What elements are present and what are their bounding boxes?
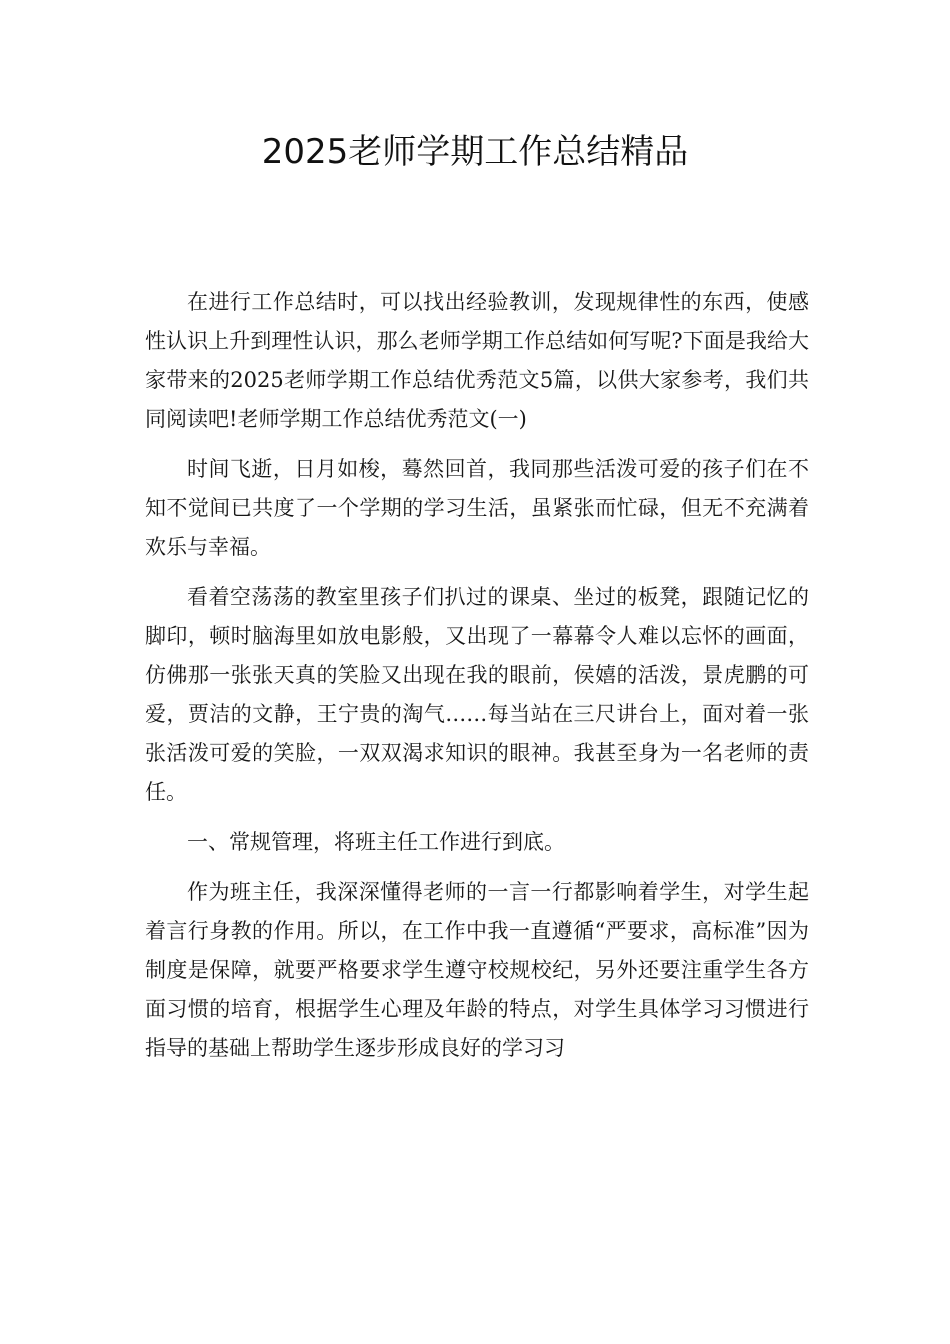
- section-heading-routine-management: 一、常规管理，将班主任工作进行到底。: [187, 830, 565, 854]
- paragraph-time-flies: 时间飞逝，日月如梭，蓦然回首，我同那些活泼可爱的孩子们在不知不觉间已共度了一个学期的学习生活，虽紧张而忙碌，但无不充满着欢乐与幸福。: [145, 457, 809, 559]
- document-body: [145, 283, 809, 1079]
- document-title: 2025老师学期工作总结精品: [261, 132, 689, 172]
- paragraph-head-teacher: 作为班主任，我深深懂得老师的一言一行都影响着学生，对学生起着言行身教的作用。所以，在工作中我一直遵循“严要求，高标准”因为制度是保障，就要严格要求学生遵守校规校纪，另外还要注重学生各方面习惯的培育，根据学生心理及年龄的特点，对学生具体学习习惯进行指导的基础上帮助学生逐步形成良好的学习习: [145, 880, 809, 1060]
- paragraph-classroom-memories: 看着空荡荡的教室里孩子们扒过的课桌、坐过的板凳，跟随记忆的脚印，顿时脑海里如放电影般，又出现了一幕幕令人难以忘怀的画面，仿佛那一张张天真的笑脸又出现在我的眼前，侯嬉的活泼，景虎鹏的可爱，贾洁的文静，王宁贵的淘气……每当站在三尺讲台上，面对着一张张活泼可爱的笑脸，一双双渴求知识的眼神。我甚至身为一名老师的责任。: [145, 585, 809, 804]
- paragraph-intro: 在进行工作总结时，可以找出经验教训，发现规律性的东西，使感性认识上升到理性认识，那么老师学期工作总结如何写呢?下面是我给大家带来的2025老师学期工作总结优秀范文5篇，以供大家参考，我们共同阅读吧!老师学期工作总结优秀范文(一): [145, 290, 809, 431]
